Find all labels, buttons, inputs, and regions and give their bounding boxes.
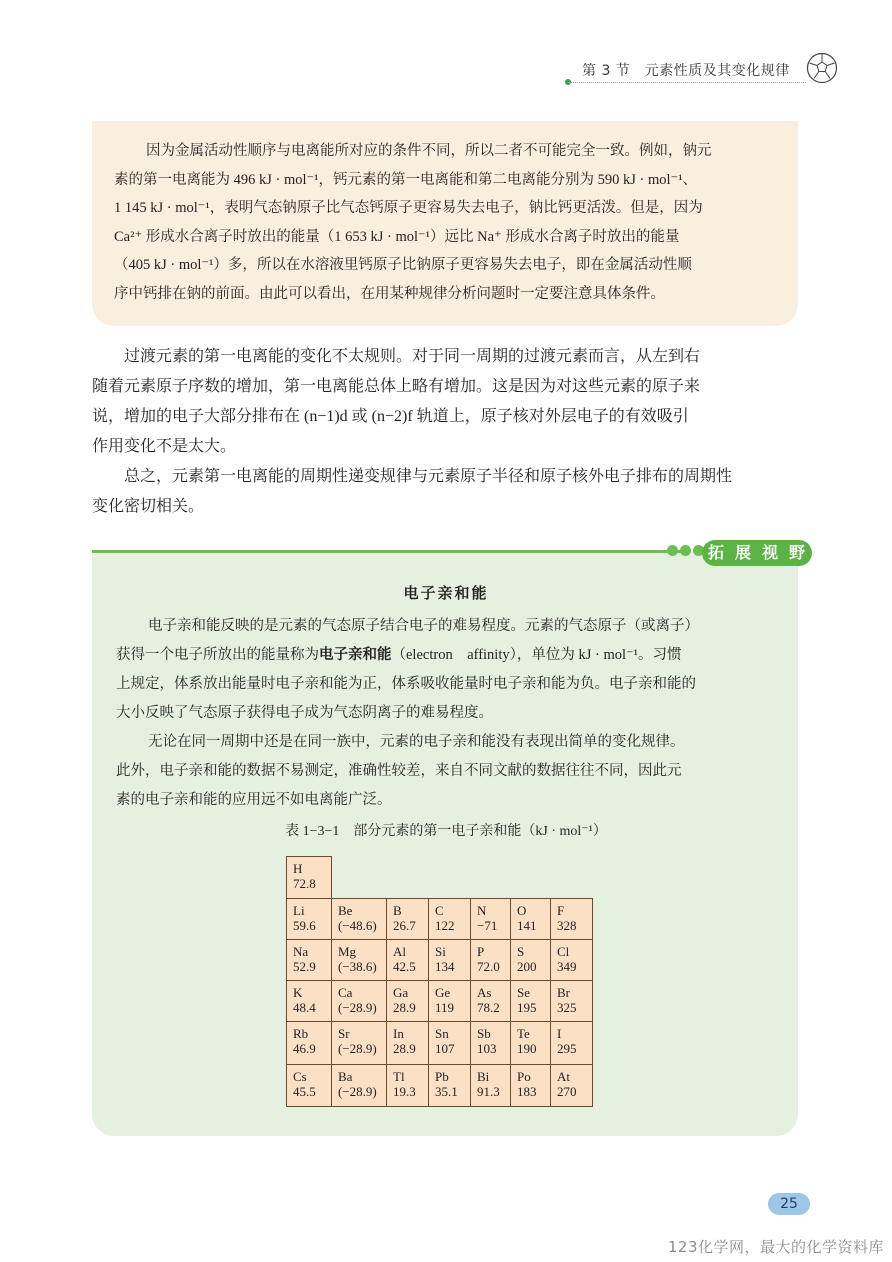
element-cell bbox=[510, 1064, 551, 1107]
ext-para2-line3: 素的电子亲和能的应用远不如电离能广泛。 bbox=[116, 792, 392, 808]
affinity-value: 45.5 bbox=[293, 1084, 316, 1099]
header-rule bbox=[568, 82, 806, 83]
ext-para1-line1: 电子亲和能反映的是元素的气态原子结合电子的难易程度。元素的气态原子（或离子） bbox=[148, 618, 699, 634]
element-symbol: N bbox=[477, 903, 487, 918]
element-symbol: B bbox=[393, 903, 402, 918]
body-para1-line2: 随着元素原子序数的增加，第一电离能总体上略有增加。这是因为对这些元素的原子来 bbox=[92, 378, 701, 395]
affinity-value: 195 bbox=[517, 1000, 537, 1015]
element-cell bbox=[386, 939, 429, 981]
element-symbol: Ca bbox=[338, 985, 353, 1000]
element-symbol: Bi bbox=[477, 1069, 490, 1084]
element-cell bbox=[550, 939, 593, 981]
body-para1-line3: 说，增加的电子大部分排布在 (n−1)d 或 (n−2)f 轨道上，原子核对外层电子的有效吸引 bbox=[92, 408, 689, 425]
note-line-1: 因为金属活动性顺序与电离能所对应的条件不同，所以二者不可能完全一致。例如，钠元 bbox=[146, 143, 712, 159]
element-cell bbox=[286, 856, 332, 899]
element-symbol: O bbox=[517, 903, 527, 918]
element-cell bbox=[428, 1064, 471, 1107]
element-symbol: Li bbox=[293, 903, 305, 918]
note-line-2: 素的第一电离能为 496 kJ · mol⁻¹，钙元素的第一电离能和第二电离能分别为 590 kJ · mol⁻¹、 bbox=[114, 171, 698, 188]
element-symbol: Al bbox=[393, 944, 406, 959]
affinity-value: 119 bbox=[435, 1000, 455, 1015]
affinity-value: (−28.9) bbox=[338, 1041, 377, 1056]
element-cell bbox=[386, 898, 429, 940]
affinity-value: 190 bbox=[517, 1041, 537, 1056]
element-symbol: Tl bbox=[393, 1069, 405, 1084]
note-line-6: 序中钙排在钠的前面。由此可以看出，在用某种规律分析问题时一定要注意具体条件。 bbox=[114, 285, 665, 302]
running-header bbox=[568, 52, 868, 86]
element-cell bbox=[286, 898, 332, 940]
affinity-value: 28.9 bbox=[393, 1041, 416, 1056]
element-symbol: Po bbox=[517, 1069, 531, 1084]
badge-char-1: 拓 bbox=[704, 542, 728, 564]
affinity-value: 26.7 bbox=[393, 918, 416, 933]
element-symbol: Cl bbox=[557, 944, 570, 959]
ext-para1-line4: 大小反映了气态原子获得电子成为气态阴离子的难易程度。 bbox=[116, 705, 493, 721]
badge-char-4: 野 bbox=[785, 542, 809, 564]
element-cell bbox=[550, 980, 593, 1022]
element-cell bbox=[428, 898, 471, 940]
affinity-value: 72.0 bbox=[477, 959, 500, 974]
element-symbol: C bbox=[435, 903, 444, 918]
ext-para1-line2: 获得一个电子所放出的能量称为电子亲和能（electron affinity），单位为 kJ · mol⁻¹。习惯 bbox=[116, 647, 682, 663]
element-symbol: At bbox=[557, 1069, 570, 1084]
affinity-value: 52.9 bbox=[293, 959, 316, 974]
element-cell bbox=[386, 980, 429, 1022]
element-symbol: Pb bbox=[435, 1069, 449, 1084]
element-symbol: In bbox=[393, 1026, 404, 1041]
affinity-value: 35.1 bbox=[435, 1084, 458, 1099]
extension-badge bbox=[702, 540, 812, 566]
element-symbol: K bbox=[293, 985, 303, 1000]
note-line-5: （405 kJ · mol⁻¹）多，所以在水溶液里钙原子比钠原子更容易失去电子，即在金属活动性顺 bbox=[114, 257, 692, 273]
element-cell bbox=[550, 898, 593, 940]
ext-para1-line3: 上规定，体系放出能量时电子亲和能为正，体系吸收能量时电子亲和能为负。电子亲和能的 bbox=[116, 676, 696, 692]
element-cell bbox=[286, 1021, 332, 1065]
element-cell bbox=[286, 939, 332, 981]
affinity-value: 42.5 bbox=[393, 959, 416, 974]
element-cell bbox=[286, 980, 332, 1022]
element-cell bbox=[386, 1021, 429, 1065]
element-symbol: Ge bbox=[435, 985, 451, 1000]
element-cell bbox=[331, 980, 387, 1022]
element-symbol: Br bbox=[557, 985, 570, 1000]
element-symbol: H bbox=[293, 861, 303, 876]
affinity-value: 78.2 bbox=[477, 1000, 500, 1015]
extension-heading: 电子亲和能 bbox=[403, 584, 489, 602]
element-cell bbox=[428, 1021, 471, 1065]
element-cell bbox=[331, 1064, 387, 1107]
affinity-value: 134 bbox=[435, 959, 455, 974]
affinity-value: 103 bbox=[477, 1041, 497, 1056]
affinity-value: 19.3 bbox=[393, 1084, 416, 1099]
body-para2-line2: 变化密切相关。 bbox=[92, 498, 205, 515]
affinity-value: 91.3 bbox=[477, 1084, 500, 1099]
element-cell bbox=[470, 1064, 511, 1107]
element-symbol: Se bbox=[517, 985, 530, 1000]
element-cell bbox=[286, 1064, 332, 1107]
element-cell bbox=[428, 939, 471, 981]
table-caption: 表 1−3−1 部分元素的第一电子亲和能（kJ · mol⁻¹） bbox=[285, 824, 607, 839]
element-cell bbox=[386, 1064, 429, 1107]
affinity-value: (−28.9) bbox=[338, 1084, 377, 1099]
element-cell bbox=[331, 939, 387, 981]
affinity-value: (−28.9) bbox=[338, 1000, 377, 1015]
affinity-value: 72.8 bbox=[293, 876, 316, 891]
element-symbol: I bbox=[557, 1026, 562, 1041]
element-symbol: Ba bbox=[338, 1069, 353, 1084]
element-cell bbox=[510, 898, 551, 940]
element-symbol: F bbox=[557, 903, 565, 918]
affinity-value: 200 bbox=[517, 959, 537, 974]
affinity-value: 325 bbox=[557, 1000, 577, 1015]
note-line-4: Ca²⁺ 形成水合离子时放出的能量（1 653 kJ · mol⁻¹）远比 Na⁺ 形成水合离子时放出的能量 bbox=[114, 228, 680, 245]
element-cell bbox=[331, 1021, 387, 1065]
note-line-3: 1 145 kJ · mol⁻¹，表明气态钠原子比气态钙原子更容易失去电子，钠比钙更活泼。但是，因为 bbox=[114, 200, 703, 216]
body-para2-line1: 总之，元素第一电离能的周期性递变规律与元素原子半径和原子核外电子排布的周期性 bbox=[124, 468, 733, 485]
badge-char-2: 展 bbox=[731, 542, 755, 564]
element-cell bbox=[331, 898, 387, 940]
element-cell bbox=[510, 939, 551, 981]
note-box bbox=[92, 121, 798, 326]
affinity-value: 328 bbox=[557, 918, 577, 933]
element-symbol: Rb bbox=[293, 1026, 309, 1041]
element-cell bbox=[470, 898, 511, 940]
affinity-value: 48.4 bbox=[293, 1000, 316, 1015]
extension-rule bbox=[92, 550, 682, 553]
affinity-value: 59.6 bbox=[293, 918, 316, 933]
element-symbol: P bbox=[477, 944, 485, 959]
ext-para2-line1: 无论在同一周期中还是在同一族中，元素的电子亲和能没有表现出简单的变化规律。 bbox=[148, 734, 685, 750]
element-symbol: Sn bbox=[435, 1026, 449, 1041]
element-symbol: Na bbox=[293, 944, 309, 959]
element-symbol: Mg bbox=[338, 944, 357, 959]
element-cell bbox=[470, 939, 511, 981]
affinity-value: 141 bbox=[517, 918, 537, 933]
footer-watermark: 123化学网，最大的化学资料库 bbox=[667, 1238, 884, 1256]
element-symbol: S bbox=[517, 944, 525, 959]
affinity-value: 270 bbox=[557, 1084, 577, 1099]
ext-para2-line2: 此外，电子亲和能的数据不易测定，准确性较差，来自不同文献的数据往往不同，因此元 bbox=[116, 763, 682, 779]
element-symbol: As bbox=[477, 985, 492, 1000]
affinity-value: 107 bbox=[435, 1041, 455, 1056]
section-title: 第 3 节 元素性质及其变化规律 bbox=[582, 63, 790, 79]
element-symbol: Sb bbox=[477, 1026, 491, 1041]
element-cell bbox=[428, 980, 471, 1022]
affinity-value: 183 bbox=[517, 1084, 537, 1099]
element-symbol: Be bbox=[338, 903, 353, 918]
element-cell bbox=[510, 1021, 551, 1065]
affinity-value: (−38.6) bbox=[338, 959, 377, 974]
badge-char-3: 视 bbox=[758, 542, 782, 564]
page-number: 25 bbox=[768, 1193, 810, 1215]
affinity-value: 46.9 bbox=[293, 1041, 316, 1056]
body-para1-line1: 过渡元素的第一电离能的变化不太规则。对于同一周期的过渡元素而言，从左到右 bbox=[124, 348, 701, 365]
affinity-value: (−48.6) bbox=[338, 918, 377, 933]
element-symbol: Si bbox=[435, 944, 446, 959]
element-cell bbox=[550, 1021, 593, 1065]
term-electron-affinity: 电子亲和能 bbox=[319, 647, 392, 663]
affinity-value: 349 bbox=[557, 959, 577, 974]
element-symbol: Te bbox=[517, 1026, 530, 1041]
affinity-value: 28.9 bbox=[393, 1000, 416, 1015]
element-cell bbox=[470, 1021, 511, 1065]
element-cell bbox=[550, 1064, 593, 1107]
affinity-value: 295 bbox=[557, 1041, 577, 1056]
element-cell bbox=[510, 980, 551, 1022]
affinity-value: −71 bbox=[477, 918, 498, 933]
element-symbol: Cs bbox=[293, 1069, 307, 1084]
element-symbol: Sr bbox=[338, 1026, 350, 1041]
element-symbol: Ga bbox=[393, 985, 409, 1000]
element-cell bbox=[470, 980, 511, 1022]
soccer-ball-icon bbox=[806, 52, 838, 84]
body-para1-line4: 作用变化不是太大。 bbox=[92, 438, 237, 455]
affinity-value: 122 bbox=[435, 918, 455, 933]
